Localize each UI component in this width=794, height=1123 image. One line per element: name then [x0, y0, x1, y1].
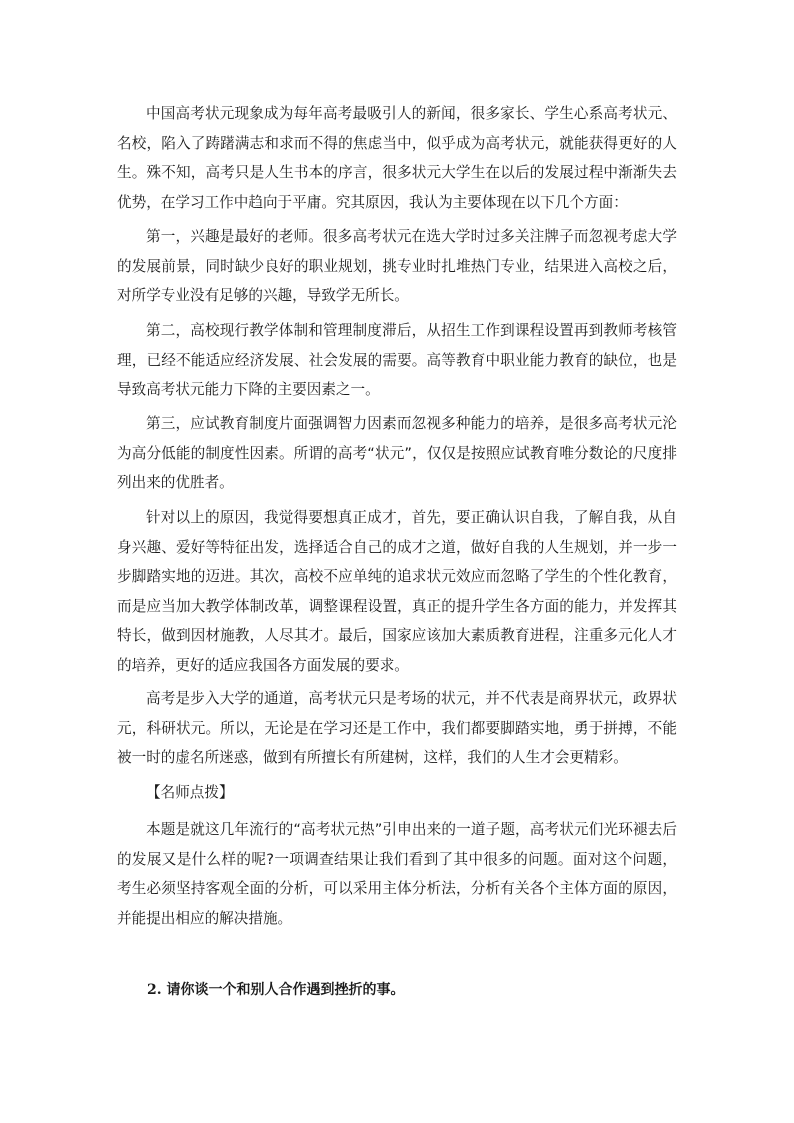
essay-paragraph-solutions: 针对以上的原因，我觉得要想真正成才，首先，要正确认识自我，了解自我，从自身兴趣、爱好等特征出发，选择适合自己的成才之道，做好自我的人生规划，并一步一步脚踏实地的迈进。其次，高校不应单纯的追求状元效应而忽略了学生的个性化教育，而是应当加大教学体制改革，调整课程设置，真正的提升学生各方面的能力，并发挥其特长，做到因材施教，人尽其才。最后，国家应该加大素质教育进程，注重多元化人才的培养，更好的适应我国各方面发展的要求。 [117, 509, 677, 674]
next-question-title: 2. 请你谈一个和别人合作遇到挫折的事。 [147, 982, 405, 998]
essay-paragraph-first: 第一，兴趣是最好的老师。很多高考状元在选大学时过多关注牌子而忽视考虑大学的发展前景，同时缺少良好的职业规划，挑专业时扎堆热门专业，结果进入高校之后，对所学专业没有足够的兴趣，导致学无所长。 [117, 228, 677, 305]
essay-paragraph-third: 第三，应试教育制度片面强调智力因素而忽视多种能力的培养，是很多高考状元沦为高分低能的制度性因素。所谓的高考“状元”，仅仅是按照应试教育唯分数论的尺度排列出来的优胜者。 [117, 415, 677, 492]
tip-heading: 【名师点拨】 [146, 784, 234, 801]
essay-paragraph-intro: 中国高考状元现象成为每年高考最吸引人的新闻，很多家长、学生心系高考状元、名校，陷入了踌躇满志和求而不得的焦虑当中，似乎成为高考状元，就能获得更好的人生。殊不知，高考只是人生书本的序言，很多状元大学生在以后的发展过程中渐渐失去优势，在学习工作中趋向于平庸。究其原因，我认为主要体现在以下几个方面： [117, 105, 677, 211]
essay-paragraph-conclusion: 高考是步入大学的通道，高考状元只是考场的状元，并不代表是商界状元，政界状元，科研状元。所以，无论是在学习还是工作中，我们都要脚踏实地，勇于拼搏，不能被一时的虚名所迷惑，做到有所擅长有所建树，这样，我们的人生才会更精彩。 [117, 690, 677, 767]
tip-text: 本题是就这几年流行的“高考状元热”引申出来的一道子题，高考状元们光环褪去后的发展又是什么样的呢?一项调查结果让我们看到了其中很多的问题。面对这个问题，考生必须坚持客观全面的分析，可以采用主体分析法，分析有关各个主体方面的原因，并能提出相应的解决措施。 [117, 821, 677, 927]
essay-paragraph-second: 第二，高校现行教学体制和管理制度滞后，从招生工作到课程设置再到教师考核管理，已经不能适应经济发展、社会发展的需要。高等教育中职业能力教育的缺位，也是导致高考状元能力下降的主要因素之一。 [117, 322, 677, 399]
